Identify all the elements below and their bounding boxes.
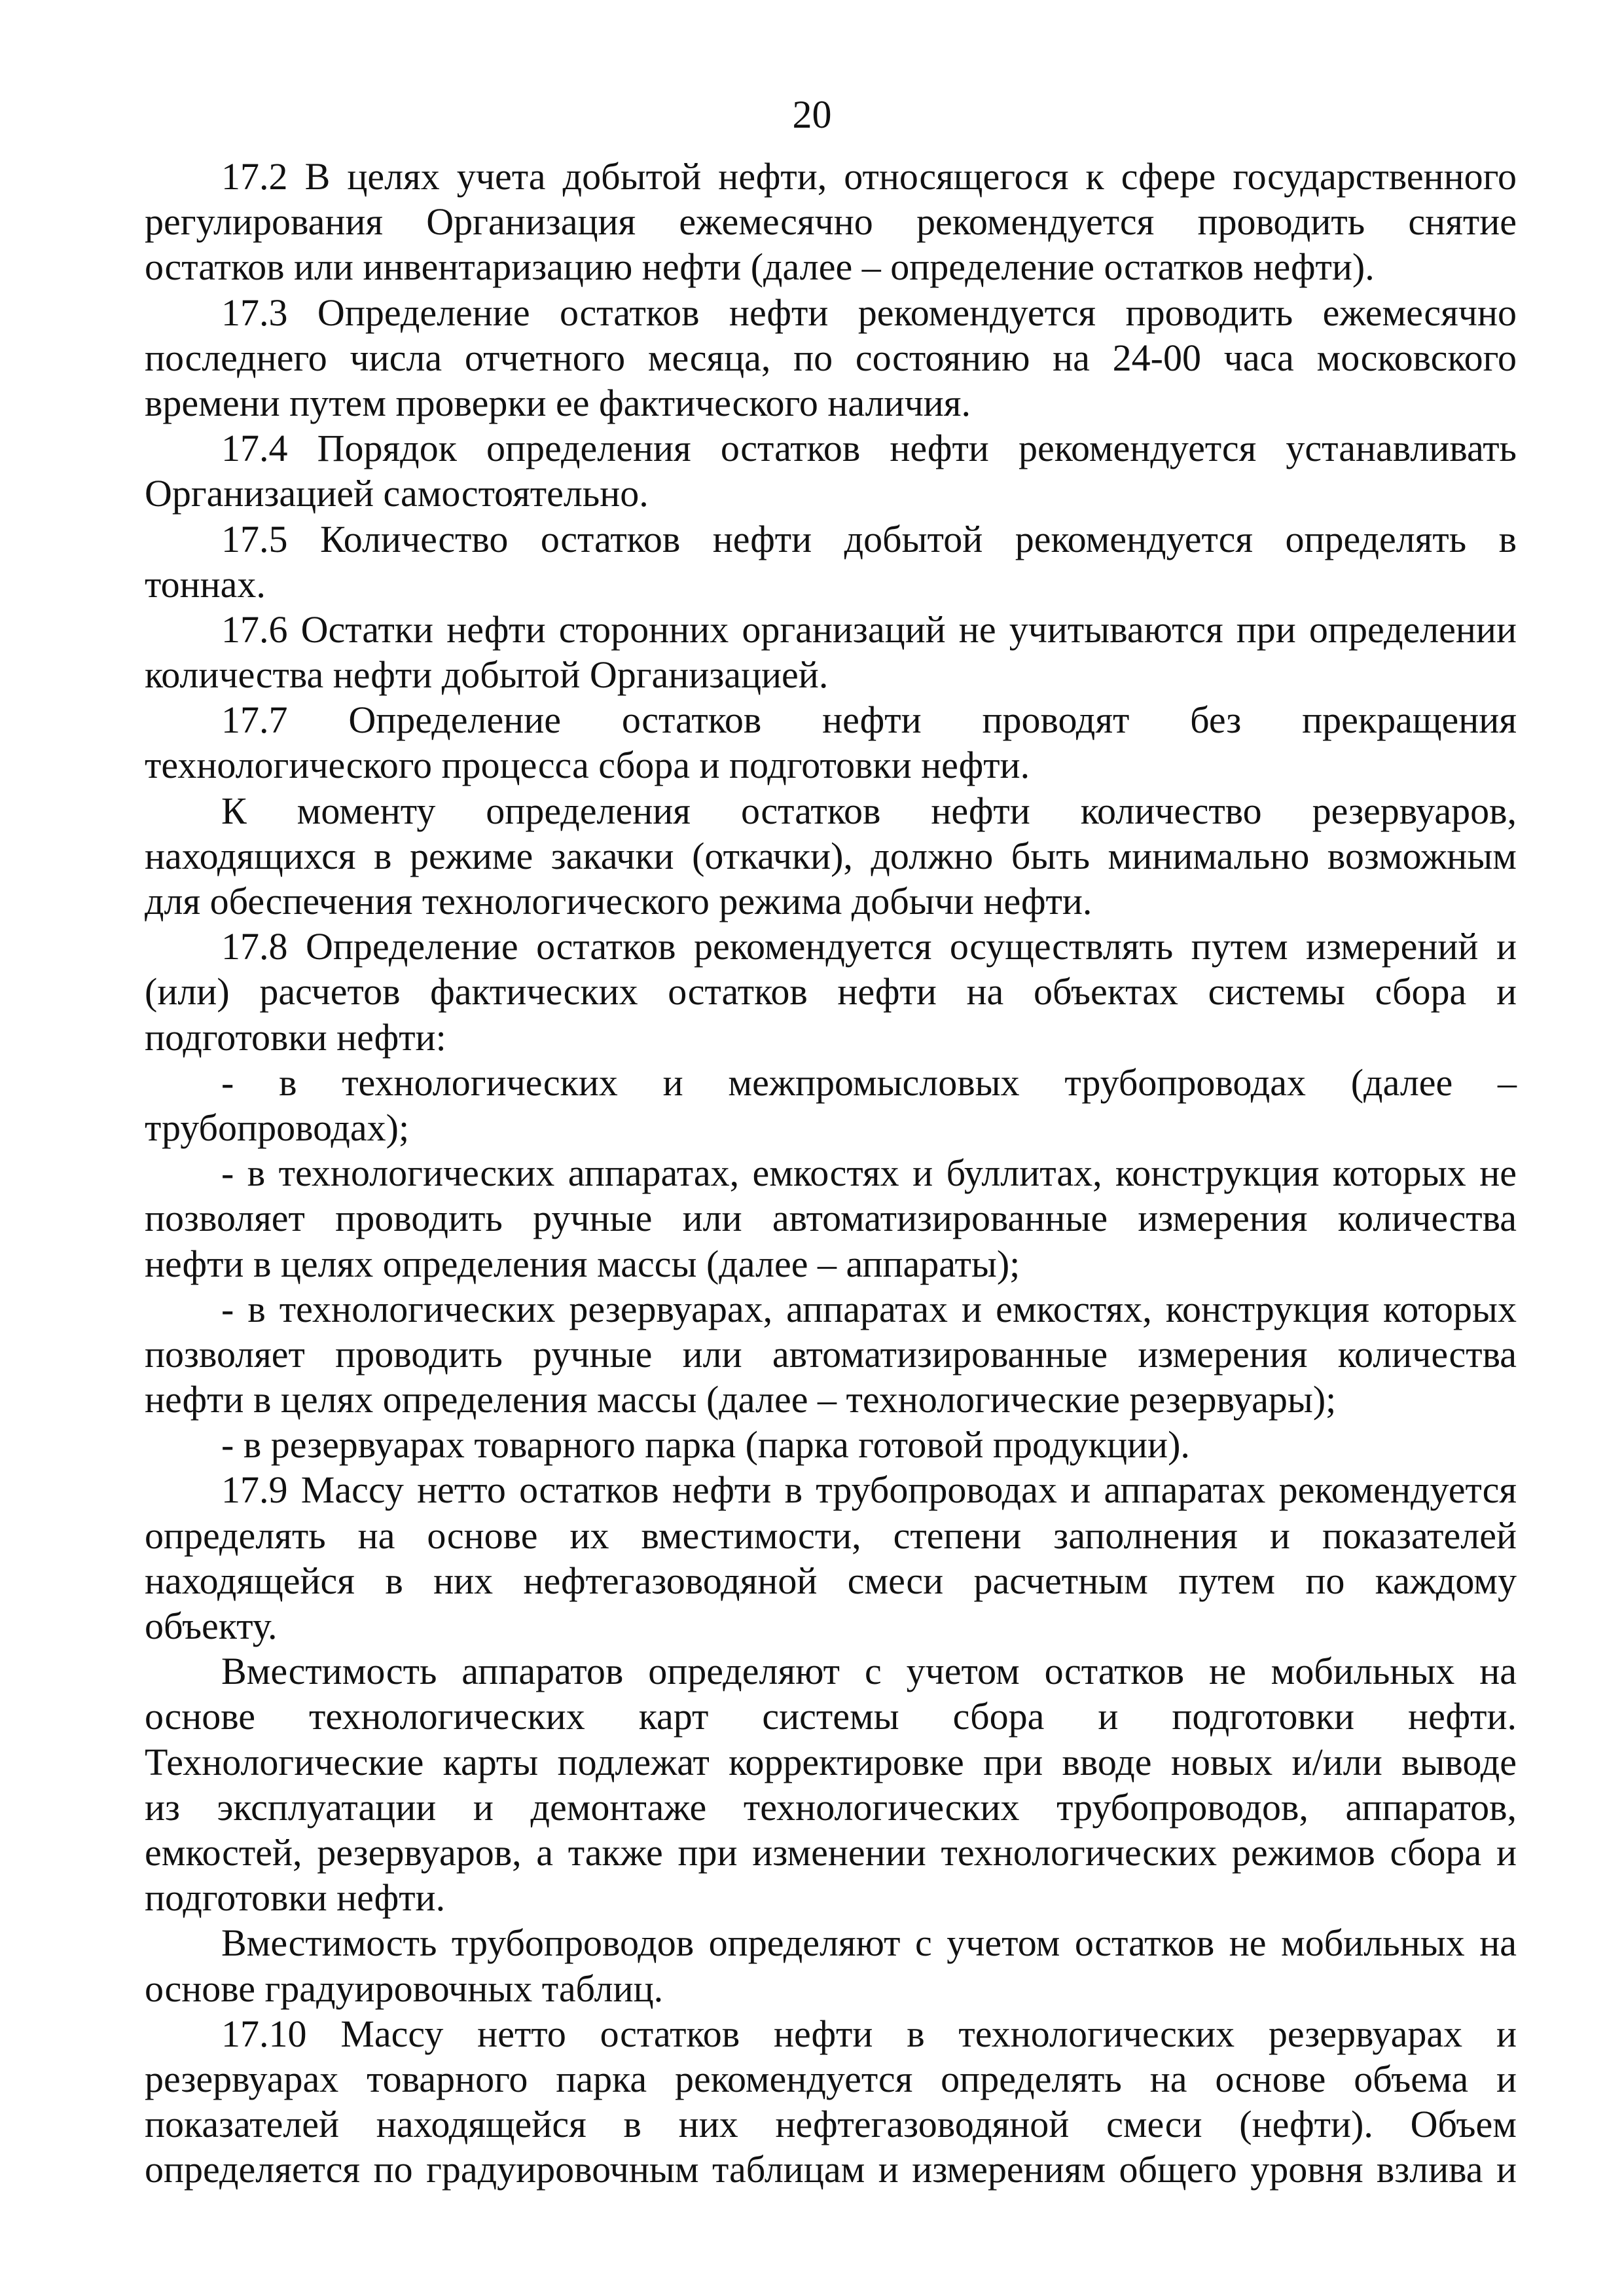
text-line: 17.2 В целях учета добытой нефти, относящегося к сфере государственного xyxy=(221,155,1517,198)
text-line: 17.3 Определение остатков нефти рекомендуется проводить ежемесячно xyxy=(221,291,1517,334)
text-line: основе технологических карт системы сбора и подготовки нефти. xyxy=(145,1695,1517,1738)
text-line: - в технологических аппаратах, емкостях и буллитах, конструкция которых не xyxy=(221,1152,1517,1195)
text-line: - в технологических и межпромысловых трубопроводах (далее – xyxy=(221,1061,1517,1104)
text-line: определяется по градуировочным таблицам и измерениям общего уровня взлива и xyxy=(145,2148,1517,2191)
text-line: 17.6 Остатки нефти сторонних организаций не учитываются при определении xyxy=(221,608,1517,651)
text-line: Вместимость трубопроводов определяют с учетом остатков не мобильных на xyxy=(221,1922,1517,1965)
text-line: количества нефти добытой Организацией. xyxy=(145,653,829,697)
text-line: позволяет проводить ручные или автоматизированные измерения количества xyxy=(145,1197,1517,1240)
text-line: показателей находящейся в них нефтегазоводяной смеси (нефти). Объем xyxy=(145,2103,1517,2146)
text-line: Организацией самостоятельно. xyxy=(145,472,649,515)
text-line: остатков или инвентаризацию нефти (далее – определение остатков нефти). xyxy=(145,246,1375,289)
text-line: 17.5 Количество остатков нефти добытой рекомендуется определять в xyxy=(221,517,1517,560)
text-line: для обеспечения технологического режима добычи нефти. xyxy=(145,880,1092,922)
text-line: 17.4 Порядок определения остатков нефти рекомендуется устанавливать xyxy=(221,427,1517,470)
text-line: емкостей, резервуаров, а также при изменении технологических режимов сбора и xyxy=(145,1831,1517,1874)
text-line: позволяет проводить ручные или автоматизированные измерения количества xyxy=(145,1332,1517,1376)
text-line: 17.7 Определение остатков нефти проводят без прекращения xyxy=(221,699,1517,742)
text-line: 17.8 Определение остатков рекомендуется осуществлять путем измерений и xyxy=(221,925,1517,968)
text-line: объекту. xyxy=(145,1605,278,1647)
text-line: - в резервуарах товарного парка (парка готовой продукции). xyxy=(221,1423,1190,1467)
text-line: 17.9 Массу нетто остатков нефти в трубопроводах и аппаратах рекомендуется xyxy=(221,1468,1517,1512)
text-line: из эксплуатации и демонтаже технологических трубопроводов, аппаратов, xyxy=(145,1785,1517,1829)
text-line: находящейся в них нефтегазоводяной смеси расчетным путем по каждому xyxy=(145,1559,1517,1602)
text-line: находящихся в режиме закачки (откачки), должно быть минимально возможным xyxy=(145,834,1517,877)
text-line: Технологические карты подлежат корректировке при вводе новых и/или выводе xyxy=(145,1740,1517,1783)
document-body xyxy=(145,154,1517,2192)
text-line: Вместимость аппаратов определяют с учетом остатков не мобильных на xyxy=(221,1650,1517,1693)
page-number: 20 xyxy=(792,93,832,136)
text-line: определять на основе их вместимости, степени заполнения и показателей xyxy=(145,1514,1517,1557)
text-line: подготовки нефти: xyxy=(145,1015,446,1059)
text-line: трубопроводах); xyxy=(145,1106,410,1149)
text-line: времени путем проверки ее фактического наличия. xyxy=(145,381,971,424)
text-line: подготовки нефти. xyxy=(145,1876,446,1920)
text-line: нефти в целях определения массы (далее – аппараты); xyxy=(145,1242,1020,1285)
text-line: основе градуировочных таблиц. xyxy=(145,1967,664,2010)
text-line: - в технологических резервуарах, аппаратах и емкостях, конструкция которых xyxy=(221,1287,1517,1330)
text-line: тоннах. xyxy=(145,562,266,606)
text-line: 17.10 Массу нетто остатков нефти в технологических резервуарах и xyxy=(221,2012,1517,2055)
text-line: резервуарах товарного парка рекомендуется определять на основе объема и xyxy=(145,2057,1517,2100)
text-line: нефти в целях определения массы (далее – технологические резервуары); xyxy=(145,1378,1337,1421)
text-line: последнего числа отчетного месяца, по состоянию на 24-00 часа московского xyxy=(145,336,1517,379)
text-line: регулирования Организация ежемесячно рекомендуется проводить снятие xyxy=(145,200,1517,244)
text-line: (или) расчетов фактических остатков нефти на объектах системы сбора и xyxy=(145,970,1517,1013)
text-line: технологического процесса сбора и подготовки нефти. xyxy=(145,744,1030,787)
text-line: К моменту определения остатков нефти количество резервуаров, xyxy=(221,789,1517,832)
